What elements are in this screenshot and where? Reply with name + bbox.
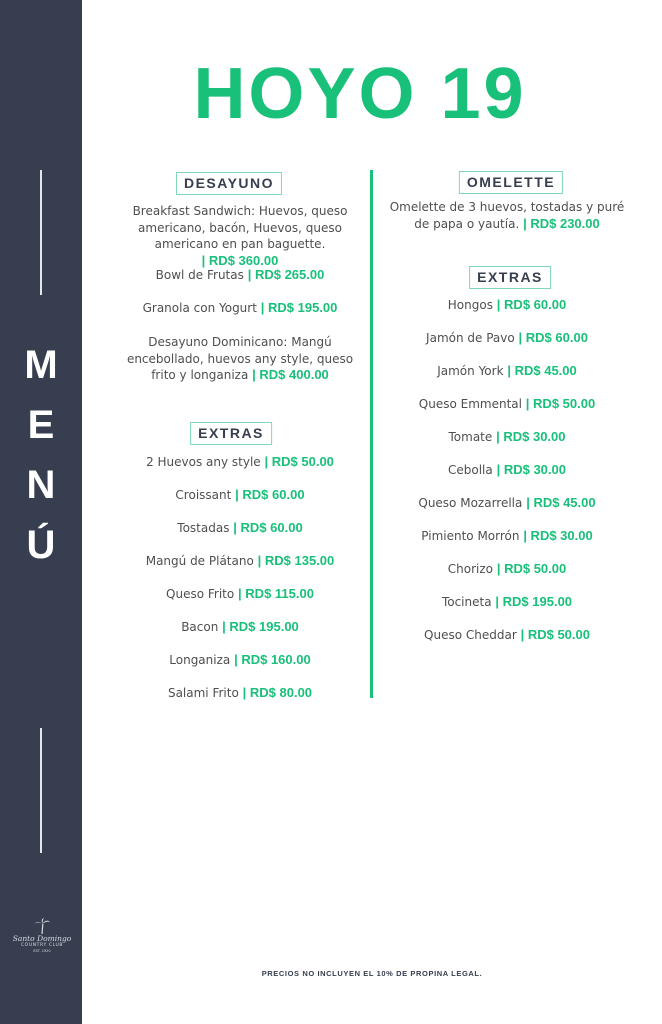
menu-item-price: | RD$ 135.00 (257, 553, 335, 568)
menu-item-name: Bacon (181, 620, 219, 634)
menu-item (104, 520, 376, 537)
menu-item-name: Tocineta (441, 595, 492, 609)
menu-item-price: | RD$ 30.00 (496, 462, 566, 477)
menu-item-name: Croissant (175, 488, 232, 502)
menu-item-name: Salami Frito (167, 686, 239, 700)
menu-item-price: | RD$ 50.00 (496, 561, 567, 576)
menu-item-price: | RD$ 45.00 (526, 495, 596, 510)
section-heading-extras: EXTRAS (190, 422, 272, 445)
sidebar-menu-word (0, 345, 82, 585)
section-heading-omelette: OMELETTE (459, 171, 563, 194)
menu-item (104, 553, 376, 570)
menu-item (104, 300, 376, 317)
menu-item-name: Mangú de Plátano (145, 554, 254, 568)
menu-item-name: Tomate (448, 430, 493, 444)
sidebar-divider-bottom (40, 728, 42, 853)
menu-item-name: Tostadas (177, 521, 230, 535)
menu-item-price: | RD$ 195.00 (495, 594, 573, 609)
menu-item-price: | RD$ 195.00 (260, 300, 338, 315)
menu-item-name: Jamón de Pavo (426, 331, 515, 345)
logo-club-text: COUNTRY CLUB (20, 943, 64, 948)
page-title: HOYO 19 (193, 54, 527, 134)
menu-item (384, 627, 630, 644)
menu-item (384, 429, 630, 446)
menu-item (104, 203, 376, 269)
menu-item-price: | RD$ 50.00 (264, 454, 334, 469)
sidebar (0, 0, 82, 1024)
menu-item-price: | RD$ 60.00 (496, 297, 567, 312)
menu-item (384, 594, 630, 611)
menu-item-price: | RD$ 45.00 (507, 363, 577, 378)
section-heading-extras: EXTRAS (469, 266, 551, 289)
menu-item (104, 487, 376, 504)
menu-item-name: Queso Mozarrella (418, 496, 523, 510)
menu-item (104, 334, 376, 384)
menu-item (384, 561, 630, 578)
menu-item-name: Omelette de 3 huevos, tostadas y puré de papa o yautía. (389, 200, 625, 231)
menu-item (104, 652, 376, 669)
menu-item-name: Breakfast Sandwich: Huevos, queso americano, bacón, Huevos, queso americano en pan baguette. (132, 204, 348, 251)
logo-script-text: Santo Domingo (12, 934, 72, 943)
menu-item (384, 297, 630, 314)
sidebar-letter: M (24, 343, 58, 387)
menu-item-price: | RD$ 80.00 (242, 685, 313, 700)
menu-item-price: | RD$ 60.00 (233, 520, 303, 535)
menu-item (384, 495, 630, 512)
menu-item (384, 330, 630, 347)
menu-item-name: Longaniza (169, 653, 231, 667)
menu-item-name: Desayuno Dominicano: Mangú encebollado, huevos any style, queso frito y longaniza (126, 335, 354, 382)
menu-item-name: Granola con Yogurt (142, 301, 257, 315)
menu-item-price: | RD$ 265.00 (247, 267, 325, 282)
sidebar-letter: Ú (26, 523, 56, 567)
menu-item-price: | RD$ 50.00 (525, 396, 596, 411)
menu-item-name: Chorizo (447, 562, 493, 576)
logo-est-text: EST. 1920 (33, 949, 51, 953)
menu-item (384, 396, 630, 413)
menu-item (104, 267, 376, 284)
menu-item-price: | RD$ 160.00 (234, 652, 311, 667)
menu-item-name: Queso Cheddar (424, 628, 517, 642)
menu-item-price: | RD$ 360.00 (201, 252, 279, 268)
menu-item-name: Hongos (447, 298, 493, 312)
menu-item-price: | RD$ 195.00 (222, 619, 299, 634)
menu-item (384, 462, 630, 479)
menu-item-price: | RD$ 30.00 (496, 429, 566, 444)
menu-item-name: Bowl de Frutas (155, 268, 244, 282)
palm-tree-icon (32, 918, 52, 934)
menu-item (384, 363, 630, 380)
menu-item (104, 586, 376, 603)
menu-item-name: Queso Frito (166, 587, 235, 601)
sidebar-divider-top (40, 170, 42, 295)
menu-item-price: | RD$ 230.00 (523, 215, 600, 231)
menu-item (384, 199, 630, 232)
menu-item (104, 619, 376, 636)
menu-item (104, 454, 376, 471)
club-logo (8, 918, 76, 954)
sidebar-letter: E (27, 403, 55, 447)
footer-note: PRECIOS NO INCLUYEN EL 10% DE PROPINA LEGAL. (261, 969, 483, 978)
menu-item-name: Jamón York (437, 364, 504, 378)
section-heading-desayuno: DESAYUNO (176, 172, 282, 195)
menu-item-price: | RD$ 60.00 (518, 330, 588, 345)
menu-item (384, 528, 630, 545)
sidebar-letter: N (26, 463, 56, 507)
menu-item-price: | RD$ 115.00 (238, 586, 314, 601)
menu-item (104, 685, 376, 702)
menu-item-price: | RD$ 30.00 (523, 528, 593, 543)
menu-item-price: | RD$ 400.00 (252, 367, 329, 382)
menu-item-name: Pimiento Morrón (421, 529, 520, 543)
menu-item-name: Cebolla (448, 463, 493, 477)
menu-item-name: Queso Emmental (418, 397, 522, 411)
menu-item-price: | RD$ 50.00 (520, 627, 590, 642)
menu-item-name: 2 Huevos any style (146, 455, 261, 469)
menu-item-price: | RD$ 60.00 (235, 487, 305, 502)
